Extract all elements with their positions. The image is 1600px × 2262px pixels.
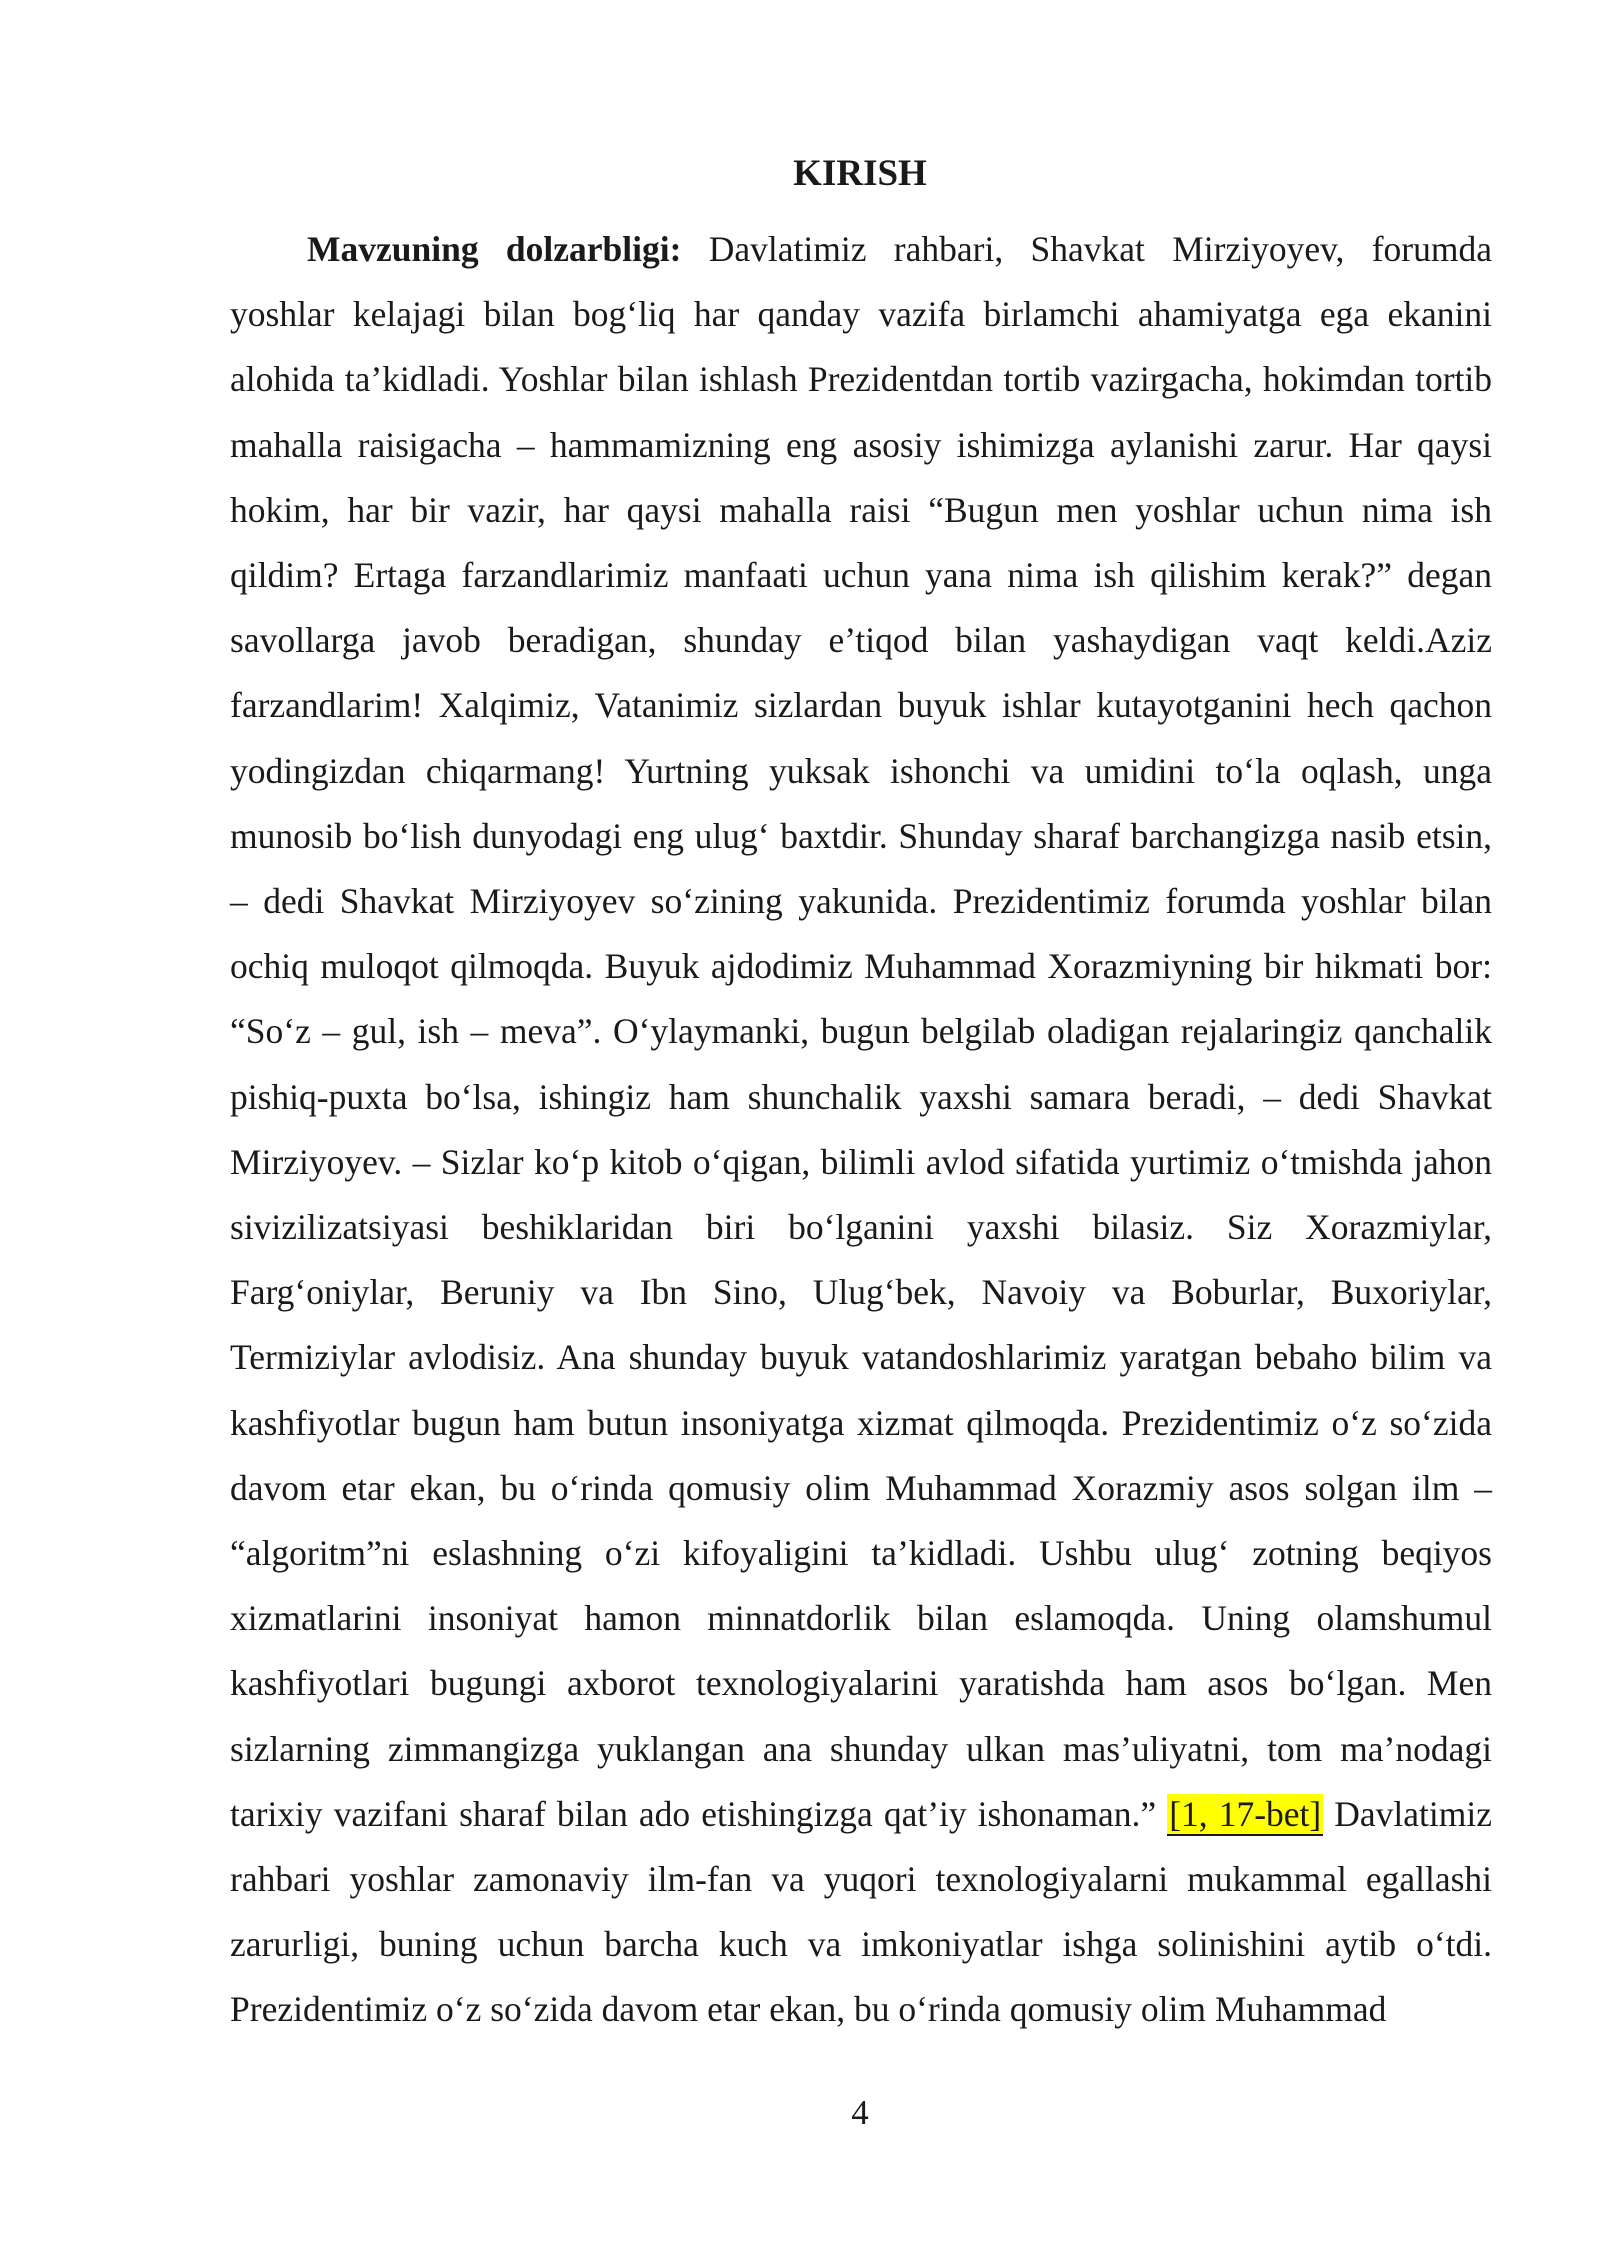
- section-heading: KIRISH: [793, 153, 927, 194]
- paragraph-text-part-1: Davlatimiz rahbari, Shavkat Mirziyoyev, forumda yoshlar kelajagi bilan bog‘liq har qanday vazifa birlamchi ahamiyatga ega ekanini alohida ta’kidladi. Yoshlar bilan ishlash Prezidentdan tortib vazirgacha, hokimdan tortib mahalla raisigacha – hammamizning eng asosiy ishimizga aylanishi zarur. Har qaysi hokim, har bir vazir, har qaysi mahalla raisi “Bugun men yoshlar uchun nima ish qildim? Ertaga farzandlarimiz manfaati uchun yana nima ish qilishim kerak?” degan savollarga javob beradigan, shunday e’tiqod bilan yashaydigan vaqt keldi.Aziz farzandlarim! Xalqimiz, Vatanimiz sizlardan buyuk ishlar kutayotganini hech qachon yodingizdan chiqarmang! Yurtning yuksak ishonchi va umidini to‘la oqlash, unga munosib bo‘lish dunyodagi eng ulug‘ baxtdir. Shunday sharaf barchangizga nasib etsin, – dedi Shavkat Mirziyoyev so‘zining yakunida. Prezidentimiz forumda yoshlar bilan ochiq muloqot qilmoqda. Buyuk ajdodimiz Muhammad Xorazmiyning bir hikmati bor: “So‘z – gul, ish – meva”. O‘ylaymanki, bugun belgilab oladigan rejalaringiz qanchalik pishiq-puxta bo‘lsa, ishingiz ham shunchalik yaxshi samara beradi, – dedi Shavkat Mirziyoyev. – Sizlar ko‘p kitob o‘qigan, bilimli avlod sifatida yurtimiz o‘tmishda jahon sivizilizatsiyasi beshiklaridan biri bo‘lganini yaxshi bilasiz. Siz Xorazmiylar, Farg‘oniylar, Beruniy va Ibn Sino, Ulug‘bek, Navoiy va Boburlar, Buxoriylar, Termiziylar avlodisiz. Ana shunday buyuk vatandoshlarimiz yaratgan bebaho bilim va kashfiyotlar bugun ham butun insoniyatga xizmat qilmoqda. Prezidentimiz o‘z so‘zida davom etar ekan, bu o‘rinda qomusiy olim Muhammad Xorazmiy asos solgan ilm – “algoritm”ni eslashning o‘zi kifoyaligini ta’kidladi. Ushbu ulug‘ zotning beqiyos xizmatlarini insoniyat hamon minnatdorlik bilan eslamoqda. Uning olamshumul kashfiyotlari bugungi axborot texnologiyalarini yaratishda ham asos bo‘lgan. Men sizlarning zimmangizga yuklangan ana shunday ulkan mas’uliyatni, tom ma’nodagi tarixiy vazifani sharaf bilan ado etishingizga qat’iy ishonaman.”: [230, 229, 1492, 1834]
- citation-reference: [1, 17-bet]: [1169, 1793, 1322, 1834]
- intro-paragraph: [230, 217, 1492, 2043]
- page-number: 4: [851, 2093, 869, 2132]
- paragraph-lead: Mavzuning dolzarbligi:: [307, 229, 682, 269]
- paragraph-text-part-2: Davlatimiz rahbari yoshlar zamonaviy ilm-fan va yuqori texnologiyalarni mukammal egallashi zarurligi, buning uchun barcha kuch va imkoniyatlar ishga solinishini aytib o‘tdi. Prezidentimiz o‘z so‘zida davom etar ekan, bu o‘rinda qomusiy olim Muhammad: [230, 1793, 1492, 2030]
